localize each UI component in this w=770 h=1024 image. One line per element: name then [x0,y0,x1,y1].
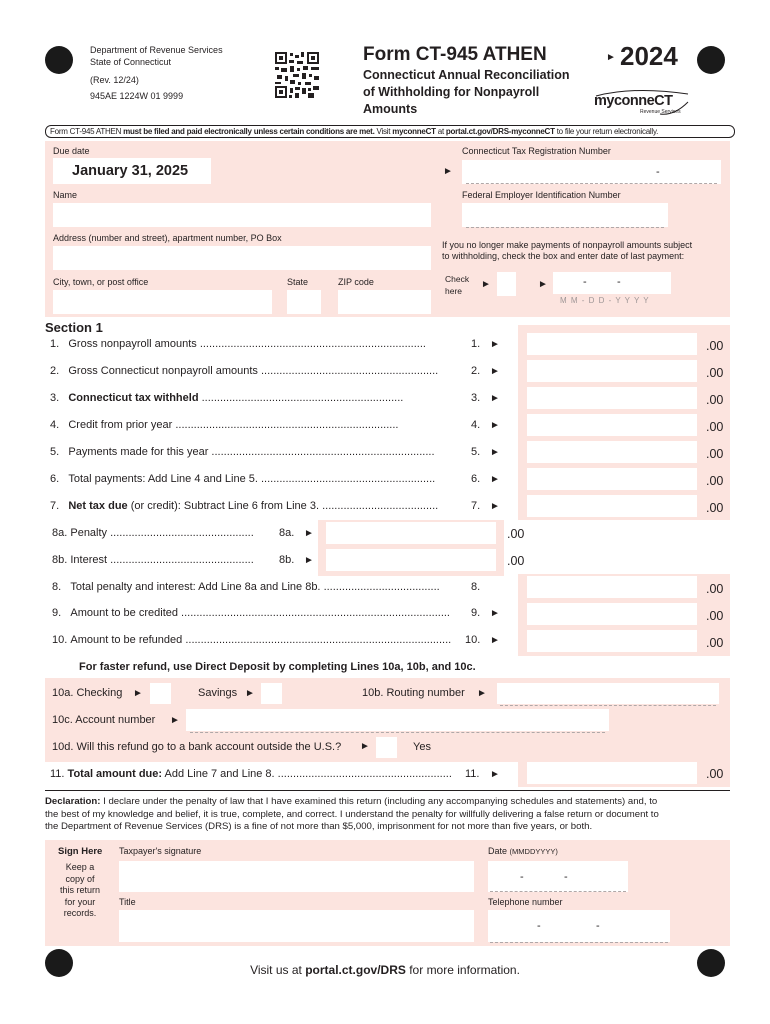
routing-number-input[interactable] [497,683,719,704]
footer-text [0,963,770,977]
line-6-row [50,473,435,485]
registration-mark-top-right [697,46,725,74]
telephone-dash-2: - [596,920,600,932]
line-5-arrow-icon: ► [490,447,500,458]
line-8b-cents: .00 [507,554,525,568]
sign-here-label: Sign Here [58,846,103,857]
checking-checkbox[interactable] [150,683,171,704]
logo-tagline: Revenue Services [640,109,681,115]
ct-registration-guide [466,183,717,184]
electronic-filing-watermark: This return MUST be filed electronically! [75,206,402,223]
line-8a-arrow-icon: ► [304,528,314,539]
form-subtitle-line-2: of Withholding for Nonpayroll [363,85,540,99]
signature-date-dash-1: - [520,871,524,883]
due-date-label: Due date [53,146,90,156]
line-10-dots: ....................................................................................... [185,634,452,646]
line-10-cents: .00 [706,636,724,650]
line-3-number: 3. [50,392,60,404]
declaration-text [45,796,735,834]
line-8b-ref: 8b. [279,554,295,566]
line-11-ref: 11. [465,768,480,780]
last-payment-date-format: M M - D D - Y Y Y Y [560,296,650,305]
line-9-dots: ........................................................................................ [181,607,450,619]
notice-bold: must be filed and paid electronically unless certain conditions are met. [123,127,375,136]
city-input[interactable] [53,290,272,314]
savings-arrow-icon: ► [245,688,255,699]
line-1-cents: .00 [706,339,724,353]
logo-text: myconneCT [594,93,673,109]
line-1-input[interactable] [527,333,697,355]
line-3-cents: .00 [706,393,724,407]
date-label [488,846,558,856]
line-8b-number: 8b. [52,554,68,566]
line-2-cents: .00 [706,366,724,380]
check-here-label-2: here [445,286,463,296]
date-format: (MMDDYYYY) [509,847,558,856]
notice-middle-2: at [435,127,446,136]
department-name: Department of Revenue Services [90,45,223,55]
last-payment-arrow-icon: ► [538,279,548,290]
do-not-mail-watermark: DO NOT MAIL paper tax return to DRS. [80,250,392,267]
last-payment-date-input[interactable] [553,272,671,294]
date-label-text: Date [488,846,508,856]
line-5-dots: ......................................................................... [211,446,435,458]
line-6-label: Total payments: Add Line 4 and Line 5. [68,473,261,485]
electronic-filing-notice [45,125,735,138]
line-8a-ref: 8a. [279,527,295,539]
check-here-label-1: Check [445,274,470,284]
line-8a-cents: .00 [507,527,525,541]
line-9-row [52,607,450,619]
line-10c-label: 10c. Account number [52,714,156,726]
line-2-ref: 2. [471,365,481,377]
ct-registration-label: Connecticut Tax Registration Number [462,146,611,156]
line-10-ref: 10. [465,634,481,646]
line-10d-label: 10d. Will this refund go to a bank account outside the U.S.? [52,741,342,753]
line-6-arrow-icon: ► [490,474,500,485]
line-7-arrow-icon: ► [490,501,500,512]
declaration-divider [45,790,730,791]
line-11-number: 11. [50,768,65,780]
declaration-line-3: the Department of Revenue Services (DRS) is a fine of not more than $5,000, imprisonment for not more than five years, or both. [45,821,593,832]
notice-prefix: Form CT-945 ATHEN [50,127,124,136]
form-subtitle-line-1: Connecticut Annual Reconciliation [363,68,570,82]
line-5-cents: .00 [706,447,724,461]
line-10-number: 10. [52,634,68,646]
routing-guide [500,705,716,706]
line-7-cents: .00 [706,501,724,515]
footer-url[interactable]: portal.ct.gov/DRS [305,963,406,977]
line-9-label: Amount to be credited [70,607,182,619]
line-10a-label: 10a. Checking [52,687,123,699]
savings-label: Savings [198,687,238,699]
state-label: State [287,277,309,287]
telephone-dash-1: - [537,920,541,932]
line-2-number: 2. [50,365,60,377]
line-8-number: 8. [52,581,62,593]
line-6-ref: 6. [471,473,481,485]
line-5-number: 5. [50,446,60,458]
telephone-label: Telephone number [488,897,563,907]
line-6-input[interactable] [527,468,697,490]
fein-label: Federal Employer Identification Number [462,190,621,200]
line-7-input[interactable] [527,495,697,517]
signature-watermark-1: This return MUST be filed electronically! [131,868,458,885]
line-2-arrow-icon: ► [490,366,500,377]
fein-input[interactable] [462,203,668,227]
line-1-number: 1. [50,338,60,350]
line-5-row [50,446,435,458]
city-label: City, town, or post office [53,277,149,287]
line-8b-input[interactable] [326,549,496,571]
line-1-label: Gross nonpayroll amounts [68,338,200,350]
declaration-line-1 [45,796,735,809]
revision-date: (Rev. 12/24) [90,75,139,85]
ct-registration-arrow-icon: ► [443,166,453,177]
no-longer-paying-text-2: to withholding, check the box and enter date of last payment: [442,251,685,261]
title-label: Title [119,897,136,907]
ct-registration-input[interactable] [462,160,721,184]
registration-mark-top-left [45,46,73,74]
keep-copy-3: this return [59,885,101,895]
line-7-label-post: (or credit): Subtract Line 6 from Line 3. [127,500,323,512]
line-10-row [52,634,451,646]
line-3-bold-label: Connecticut tax withheld [68,392,199,404]
line-10-arrow-icon: ► [490,635,500,646]
line-4-number: 4. [50,419,60,431]
line-4-dots: ......................................................................... [175,419,399,431]
line-4-input[interactable] [527,414,697,436]
line-8-cents: .00 [706,582,724,596]
line-8a-number: 8a. [52,527,68,539]
line-11-bold: Total amount due: [67,768,163,780]
line-3-arrow-icon: ► [490,393,500,404]
address-label: Address (number and street), apartment number, PO Box [53,233,282,243]
line-2-dots: .......................................................... [260,365,439,377]
line-3-input[interactable] [527,387,697,409]
myconnect-logo [594,88,690,116]
line-6-cents: .00 [706,474,724,488]
last-payment-date-dash-2: - [617,276,621,288]
line-3-dots: .................................................................. [201,392,404,404]
line-4-label: Credit from prior year [68,419,176,431]
zip-label: ZIP code [338,277,374,287]
last-payment-date-dash-1: - [583,276,587,288]
notice-myconnect: myconneCT [392,127,436,136]
foreign-account-arrow-icon: ► [360,741,370,752]
footer-pre: Visit us at [250,963,306,977]
telephone-guide [490,942,668,943]
line-4-cents: .00 [706,420,724,434]
line-11-row [50,768,452,780]
line-8-input[interactable] [527,576,697,598]
line-1-arrow-icon: ► [490,339,500,350]
signature-watermark-2: DO NOT MAIL paper tax return to DRS. [135,918,447,935]
line-7-number: 7. [50,500,60,512]
telephone-input[interactable] [488,910,670,942]
line-10-input[interactable] [527,630,697,652]
account-arrow-icon: ► [170,715,180,726]
line-8b-dots: ............................................... [110,554,254,566]
line-3-ref: 3. [471,392,481,404]
line-2-input[interactable] [527,360,697,382]
line-4-row [50,419,398,431]
line-2-label: Gross Connecticut nonpayroll amounts [68,365,261,377]
line-9-input[interactable] [527,603,697,625]
line-1-ref: 1. [471,338,481,350]
year-arrow-icon: ► [606,52,616,63]
line-11-arrow-icon: ► [490,769,500,780]
line-8a-dots: ............................................... [110,527,254,539]
declaration-line-2: the best of my knowledge and belief, it is true, complete, and correct. I understand the penalty for willfully delivering a false return or document to [45,808,659,820]
keep-copy-note [50,862,110,920]
line-3-row [50,392,403,404]
line-8a-input[interactable] [326,522,496,544]
keep-copy-5: records. [63,908,97,918]
line-9-number: 9. [52,607,62,619]
line-9-arrow-icon: ► [490,608,500,619]
signature-date-guide [490,891,626,892]
line-11-label: Add Line 7 and Line 8. [162,768,278,780]
line-1-dots: .......................................................................... [199,338,426,350]
zip-input[interactable] [338,290,431,314]
line-5-label: Payments made for this year [68,446,212,458]
direct-deposit-note: For faster refund, use Direct Deposit by completing Lines 10a, 10b, and 10c. [79,661,476,673]
declaration-text-1: I declare under the penalty of law that I have examined this return (including any accompanying schedules and statements) and, to [100,796,658,807]
line-9-ref: 9. [471,607,481,619]
line-2-row [50,365,438,377]
line-8-dots: ...................................... [323,581,440,593]
ct-registration-dash: - [656,166,660,178]
line-11-dots: ......................................................... [277,768,452,780]
state-name: State of Connecticut [90,57,172,67]
state-input[interactable] [287,290,321,314]
notice-suffix: to file your return electronically. [554,127,659,136]
name-label: Name [53,190,78,200]
line-8a-row [52,527,254,539]
account-number-input[interactable] [186,709,609,731]
line-8-ref: 8. [471,581,481,593]
line-5-ref: 5. [471,446,481,458]
keep-copy-4: for your [64,896,96,907]
notice-middle: Visit [374,127,393,136]
line-11-input[interactable] [527,762,697,784]
qr-code [275,52,319,98]
footer-post: for more information. [405,963,520,977]
line-1-row [50,338,426,350]
line-4-ref: 4. [471,419,481,431]
foreign-account-yes: Yes [413,741,431,753]
line-8b-label: Interest [70,554,111,566]
form-subtitle-line-3: Amounts [363,102,418,116]
account-guide [190,732,605,733]
line-11-cents: .00 [706,767,724,781]
line-8-label: Total penalty and interest: Add Line 8a and Line 8b. [70,581,324,593]
line-5-input[interactable] [527,441,697,463]
checking-arrow-icon: ► [133,688,143,699]
line-7-row [50,500,438,512]
due-date-value: January 31, 2025 [72,163,189,179]
line-7-ref: 7. [471,500,481,512]
fein-guide [466,227,664,228]
section-1-title: Section 1 [45,320,103,335]
line-8b-row [52,554,254,566]
form-title: Form CT-945 ATHEN [363,44,547,65]
line-8b-arrow-icon: ► [304,555,314,566]
signature-date-input[interactable] [488,861,628,892]
taxpayer-signature-label: Taxpayer's signature [119,846,202,856]
notice-url[interactable]: portal.ct.gov/DRS-myconneCT [445,127,555,136]
line-7-bold-label: Net tax due [68,500,128,512]
savings-checkbox[interactable] [261,683,282,704]
line-10b-label: 10b. Routing number [362,687,465,699]
routing-arrow-icon: ► [477,688,487,699]
line-8-row [52,581,440,593]
line-8a-label: Penalty [70,527,111,539]
declaration-bold: Declaration: [45,796,101,807]
line-7-dots: ...................................... [322,500,439,512]
foreign-account-checkbox[interactable] [376,737,397,758]
keep-copy-1: Keep a [65,862,95,872]
no-longer-paying-checkbox[interactable] [497,272,516,296]
no-longer-paying-text-1: If you no longer make payments of nonpayroll amounts subject [442,240,693,250]
form-code: 945AE 1224W 01 9999 [90,91,184,101]
line-6-dots: ......................................................... [261,473,436,485]
keep-copy-2: copy of [65,873,95,884]
tax-year: 2024 [620,41,678,71]
line-6-number: 6. [50,473,60,485]
line-4-arrow-icon: ► [490,420,500,431]
signature-date-dash-2: - [564,871,568,883]
line-10-label: Amount to be refunded [70,634,186,646]
line-9-cents: .00 [706,609,724,623]
check-arrow-icon: ► [481,279,491,290]
